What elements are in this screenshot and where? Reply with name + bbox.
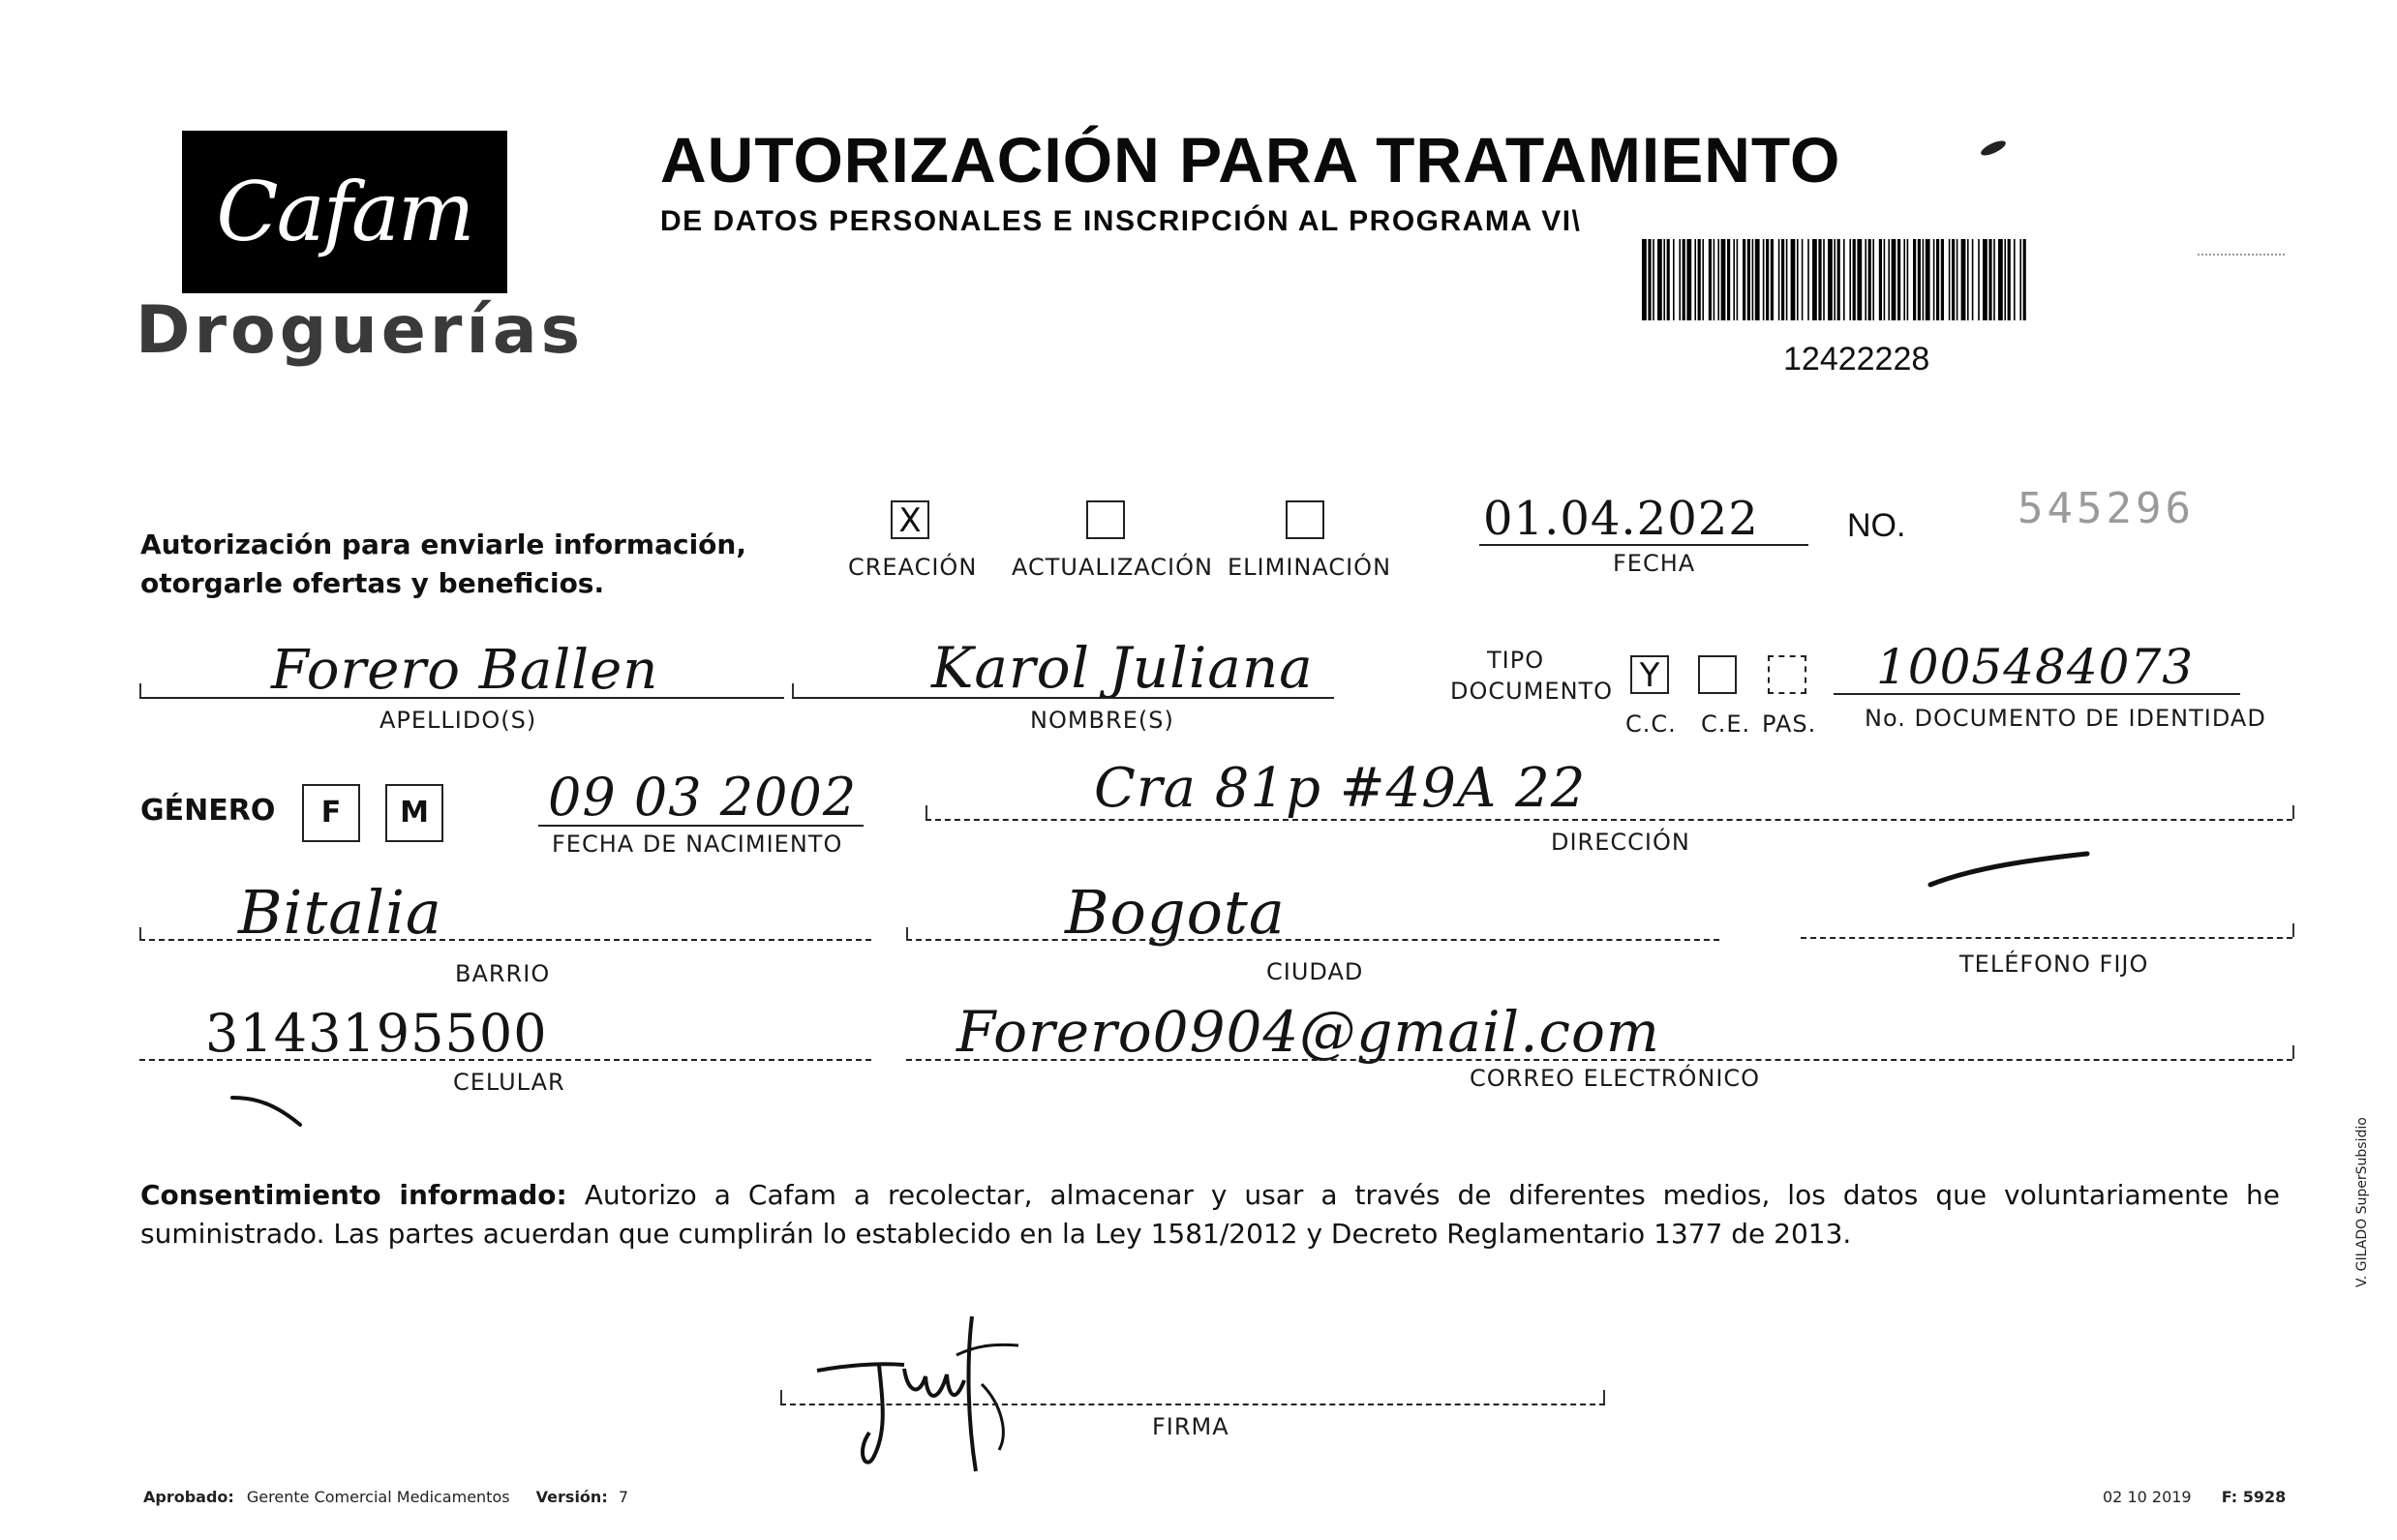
barrio-label: BARRIO — [455, 960, 551, 987]
ce-checkbox[interactable] — [1698, 655, 1737, 694]
signature-mark — [811, 1287, 1044, 1477]
barrio-value: Bitalia — [238, 877, 442, 948]
field-tick — [139, 683, 141, 697]
field-tick — [906, 927, 908, 941]
consent-paragraph — [140, 1176, 2280, 1253]
pen-stroke — [228, 1092, 306, 1131]
footer-code: F: 5928 — [2221, 1488, 2287, 1506]
authorization-line-1: Autorización para enviarle información, — [140, 528, 746, 560]
field-tick — [2292, 805, 2294, 819]
cc-label: C.C. — [1625, 710, 1677, 738]
direccion-underline[interactable] — [925, 819, 2292, 821]
pas-checkbox[interactable] — [1768, 655, 1806, 694]
nacimiento-label: FECHA DE NACIMIENTO — [552, 830, 843, 858]
ciudad-value: Bogota — [1065, 877, 1286, 948]
documento-value: 1005484073 — [1876, 639, 2195, 695]
logo-subtext: Droguerías — [136, 292, 585, 369]
telefono-underline[interactable] — [1801, 937, 2292, 939]
celular-value: 3143195500 — [205, 1003, 548, 1064]
aprobado-value: Gerente Comercial Medicamentos — [246, 1488, 510, 1506]
field-tick — [2292, 1045, 2294, 1059]
cc-checkbox[interactable]: Y — [1630, 655, 1669, 694]
genero-label: GÉNERO — [140, 794, 276, 828]
documento-underline[interactable] — [1834, 693, 2240, 695]
apellidos-value: Forero Ballen — [271, 639, 659, 702]
celular-underline[interactable] — [139, 1059, 871, 1061]
scan-smudge — [2198, 254, 2285, 261]
side-note: V. GILADO SuperSubsidio — [2354, 1117, 2370, 1287]
ce-label: C.E. — [1701, 710, 1751, 738]
footer-approval — [143, 1488, 628, 1506]
nombres-underline[interactable] — [792, 697, 1334, 699]
pas-label: PAS. — [1762, 710, 1817, 738]
genero-f-box[interactable]: F — [302, 784, 360, 842]
genero-m-box[interactable]: M — [385, 784, 443, 842]
barcode — [1642, 239, 2027, 320]
fecha-underline — [1479, 544, 1808, 546]
actualizacion-label: ACTUALIZACIÓN — [1012, 554, 1213, 581]
actualizacion-checkbox[interactable] — [1086, 500, 1125, 539]
nombres-label: NOMBRE(S) — [1030, 707, 1174, 734]
field-tick — [1603, 1390, 1605, 1404]
correo-value: Forero0904@gmail.com — [956, 999, 1660, 1065]
nombres-value: Karol Juliana — [931, 635, 1314, 701]
field-tick — [2292, 923, 2294, 937]
field-tick — [925, 805, 927, 819]
creacion-checkbox[interactable]: X — [891, 500, 929, 539]
eliminacion-checkbox[interactable] — [1286, 500, 1324, 539]
correo-underline[interactable] — [906, 1059, 2292, 1061]
document-title: AUTORIZACIÓN PARA TRATAMIENTO — [660, 124, 1841, 196]
fecha-label: FECHA — [1613, 550, 1696, 577]
nacimiento-underline[interactable] — [538, 825, 864, 827]
barrio-underline[interactable] — [139, 939, 871, 941]
version-label: Versión: — [535, 1488, 608, 1506]
ciudad-underline[interactable] — [906, 939, 1719, 941]
footer-date-code — [2103, 1488, 2286, 1506]
firma-underline[interactable] — [780, 1404, 1605, 1405]
consent-text: Autorizo a Cafam a recolectar, almacenar y usar a través de diferentes medios, los datos que voluntariamente he suministrado. Las partes acuerdan que cumplirán lo establecido en la Ley 1581/2012 y Decreto Reglamentario 1377 de 2013. — [140, 1179, 2280, 1250]
direccion-value: Cra 81p #49A 22 — [1094, 757, 1587, 820]
authorization-line-2: otorgarle ofertas y beneficios. — [140, 567, 605, 599]
field-tick — [139, 927, 141, 941]
authorization-text — [140, 526, 746, 603]
control-number: 545296 — [2018, 484, 2195, 533]
barcode-number: 12422228 — [1783, 341, 1930, 377]
fecha-value: 01.04.2022 — [1483, 492, 1759, 546]
version-value: 7 — [618, 1488, 628, 1506]
aprobado-label: Aprobado: — [143, 1488, 234, 1506]
ciudad-label: CIUDAD — [1266, 958, 1364, 985]
consent-heading: Consentimiento informado: — [140, 1179, 567, 1211]
apellidos-label: APELLIDO(S) — [379, 707, 537, 734]
scan-smudge — [1979, 138, 2008, 159]
firma-label: FIRMA — [1152, 1413, 1229, 1440]
tipo-documento-label-1: TIPO — [1487, 647, 1545, 674]
telefono-label: TELÉFONO FIJO — [1959, 951, 2149, 978]
correo-label: CORREO ELECTRÓNICO — [1470, 1065, 1761, 1092]
number-label: NO. — [1847, 507, 1906, 544]
eliminacion-label: ELIMINACIÓN — [1228, 554, 1392, 581]
phone-scribble — [1927, 842, 2091, 891]
field-tick — [780, 1390, 782, 1404]
footer-date: 02 10 2019 — [2103, 1488, 2192, 1506]
document-subtitle: DE DATOS PERSONALES E INSCRIPCIÓN AL PROGRAMA VI\ — [660, 205, 1582, 237]
field-tick — [792, 683, 794, 697]
apellidos-underline[interactable] — [139, 697, 784, 699]
celular-label: CELULAR — [453, 1069, 565, 1096]
creacion-label: CREACIÓN — [848, 554, 978, 581]
cafam-logo: Cafam — [182, 131, 507, 293]
direccion-label: DIRECCIÓN — [1551, 829, 1690, 856]
tipo-documento-label-2: DOCUMENTO — [1450, 678, 1614, 705]
nacimiento-value: 09 03 2002 — [548, 767, 858, 828]
documento-label: No. DOCUMENTO DE IDENTIDAD — [1865, 705, 2266, 732]
